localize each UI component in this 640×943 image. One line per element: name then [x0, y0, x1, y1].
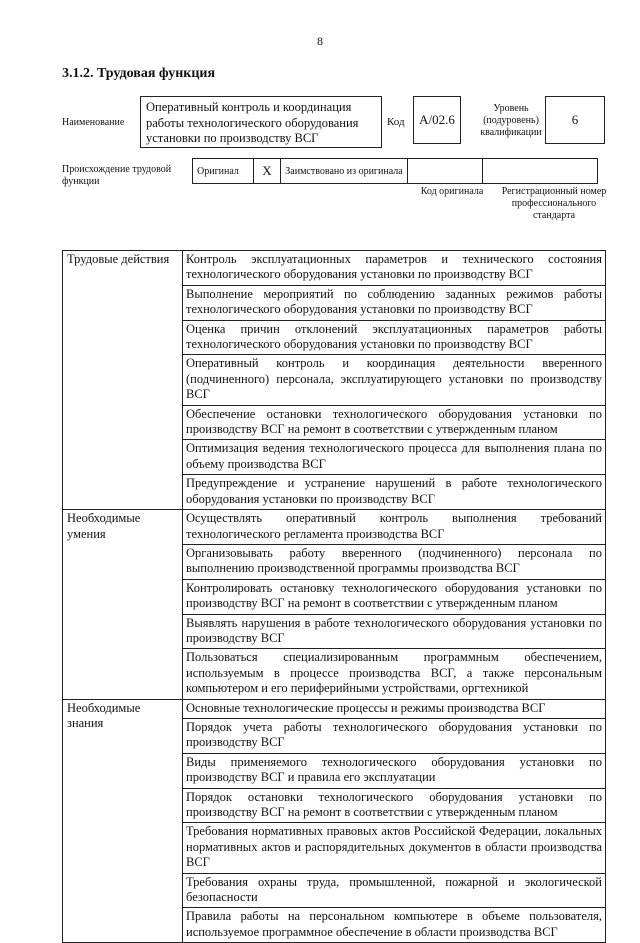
origin-table — [192, 158, 598, 184]
item-cell: Основные технологические процессы и режимы производства ВСГ — [183, 699, 606, 718]
item-cell: Предупреждение и устранение нарушений в работе технологического оборудования установки по производству ВСГ — [183, 475, 606, 510]
function-name-box: Оперативный контроль и координация работы технологического оборудования установки по производству ВСГ — [140, 96, 382, 148]
page-number: 8 — [317, 34, 323, 48]
item-cell: Обеспечение остановки технологического оборудования установки по производству ВСГ на ремонт в соответствии с утвержденным планом — [183, 405, 606, 440]
labor-function-table — [62, 250, 606, 943]
function-code-box: А/02.6 — [413, 96, 461, 144]
item-cell: Виды применяемого технологического оборудования установки по производству ВСГ и правила его эксплуатации — [183, 753, 606, 788]
item-cell: Выявлять нарушения в работе технологического оборудования установки по производству ВСГ — [183, 614, 606, 649]
table-row — [63, 251, 606, 286]
item-cell: Оперативный контроль и координация деятельности вверенного (подчиненного) персонала, эксплуатирующего установки по производству ВСГ — [183, 355, 606, 405]
qualification-level-box: 6 — [545, 96, 605, 144]
item-cell: Контроль эксплуатационных параметров и технического состояния технологического оборудования установки по производству ВСГ — [183, 251, 606, 286]
original-code-cell — [408, 159, 483, 184]
table-row — [63, 510, 606, 545]
origin-label: Происхождение трудовой функции — [62, 164, 172, 187]
item-cell: Выполнение мероприятий по соблюдению заданных режимов работы технологического оборудования установки по производству ВСГ — [183, 285, 606, 320]
item-cell: Оценка причин отклонений эксплуатационных параметров работы технологического оборудования установки по производству ВСГ — [183, 320, 606, 355]
original-label: Оригинал — [193, 159, 254, 184]
section-title-cell: Трудовые действия — [63, 251, 183, 510]
item-cell: Пользоваться специализированным программным обеспечением, используемым в процессе производства ВСГ, а также персональным компьютером и его периферийными устройствами, оргтехникой — [183, 649, 606, 699]
item-cell: Организовывать работу вверенного (подчиненного) персонала по выполнению производственной программы производства ВСГ — [183, 544, 606, 579]
original-mark: Х — [254, 159, 281, 184]
item-cell: Порядок остановки технологического оборудования установки по производству ВСГ на ремонт в соответствии с утвержденным планом — [183, 788, 606, 823]
borrowed-label: Заимствовано из оригинала — [281, 159, 408, 184]
item-cell: Оптимизация ведения технологического процесса для выполнения плана по объему производства ВСГ — [183, 440, 606, 475]
item-cell: Контролировать остановку технологического оборудования установки по производству ВСГ на ремонт в соответствии с утвержденным планом — [183, 579, 606, 614]
item-cell: Правила работы на персональном компьютере в объеме пользователя, используемое программное обеспечение в области производства ВСГ — [183, 908, 606, 943]
registration-number-cell — [483, 159, 598, 184]
registration-number-caption: Регистрационный номер профессионального стандарта — [501, 186, 607, 221]
item-cell: Требования охраны труда, промышленной, пожарной и экологической безопасности — [183, 873, 606, 908]
code-label: Код — [387, 116, 405, 128]
item-cell: Порядок учета работы технологического оборудования установки по производству ВСГ — [183, 718, 606, 753]
original-code-caption: Код оригинала — [420, 186, 484, 197]
name-label: Наименование — [62, 117, 125, 128]
section-title-cell: Необходимые умения — [63, 510, 183, 699]
table-row — [63, 699, 606, 718]
qualification-level-label: Уровень (подуровень) квалификации — [480, 103, 542, 138]
item-cell: Требования нормативных правовых актов Российской Федерации, локальных нормативных актов и распорядительных документов в области производства ВСГ — [183, 823, 606, 873]
item-cell: Осуществлять оперативный контроль выполнения требований технологического регламента производства ВСГ — [183, 510, 606, 545]
section-title-cell: Необходимые знания — [63, 699, 183, 943]
section-title: 3.1.2. Трудовая функция — [62, 66, 216, 81]
